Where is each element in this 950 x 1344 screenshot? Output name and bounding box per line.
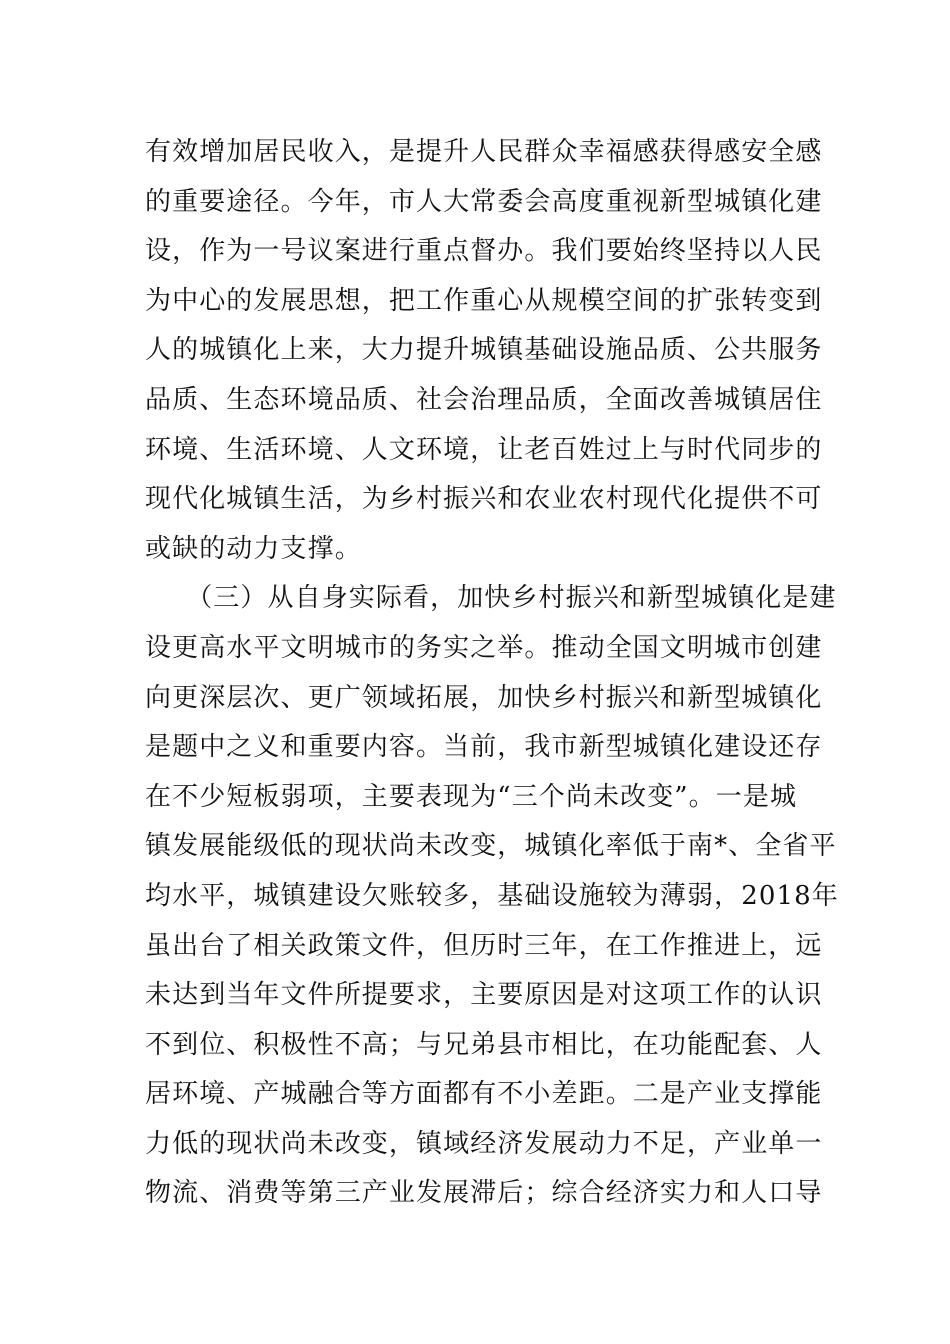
text-line-3: 设，作为一号议案进行重点督办。我们要始终坚持以人民: [145, 236, 823, 267]
text-line-1: 有效增加居民收入，是提升人民群众幸福感获得感安全感: [145, 137, 823, 167]
text-line-10: （三）从自身实际看，加快乡村振兴和新型城镇化是建: [145, 583, 837, 614]
text-line-19: 不到位、积极性不高；与兄弟县市相比，在功能配套、人: [145, 1029, 823, 1060]
text-line-8: 现代化城镇生活，为乡村振兴和农业农村现代化提供不可: [145, 484, 823, 515]
text-line-22: 物流、消费等第三产业发展滞后；综合经济实力和人口导: [145, 1178, 823, 1209]
text-line-16: 均水平，城镇建设欠账较多，基础设施较为薄弱，2018年: [145, 880, 839, 911]
text-line-15: 镇发展能级低的现状尚未改变，城镇化率低于南*、全省平: [145, 831, 837, 862]
text-line-13: 是题中之义和重要内容。当前，我市新型城镇化建设还存: [145, 732, 823, 763]
text-line-5: 人的城镇化上来，大力提升城镇基础设施品质、公共服务: [145, 335, 823, 366]
text-line-7: 环境、生活环境、人文环境，让老百姓过上与时代同步的: [145, 434, 823, 465]
text-line-11: 设更高水平文明城市的务实之举。推动全国文明城市创建: [145, 632, 823, 663]
text-line-2: 的重要途径。今年，市人大常委会高度重视新型城镇化建: [145, 186, 823, 217]
text-line-9: 或缺的动力支撑。: [145, 533, 362, 564]
text-line-4: 为中心的发展思想，把工作重心从规模空间的扩张转变到: [145, 285, 823, 316]
text-line-21: 力低的现状尚未改变，镇域经济发展动力不足，产业单一: [145, 1128, 823, 1159]
text-line-17: 虽出台了相关政策文件，但历时三年，在工作推进上，远: [145, 930, 823, 961]
text-line-6: 品质、生态环境品质、社会治理品质，全面改善城镇居住: [145, 384, 823, 415]
text-line-12: 向更深层次、更广领域拓展，加快乡村振兴和新型城镇化: [145, 682, 823, 713]
text-line-14: 在不少短板弱项，主要表现为“三个尚未改变”。一是城: [145, 781, 798, 812]
text-line-20: 居环境、产城融合等方面都有不小差距。二是产业支撑能: [145, 1079, 823, 1110]
text-line-18: 未达到当年文件所提要求，主要原因是对这项工作的认识: [145, 980, 823, 1011]
body-text: [145, 128, 839, 1219]
